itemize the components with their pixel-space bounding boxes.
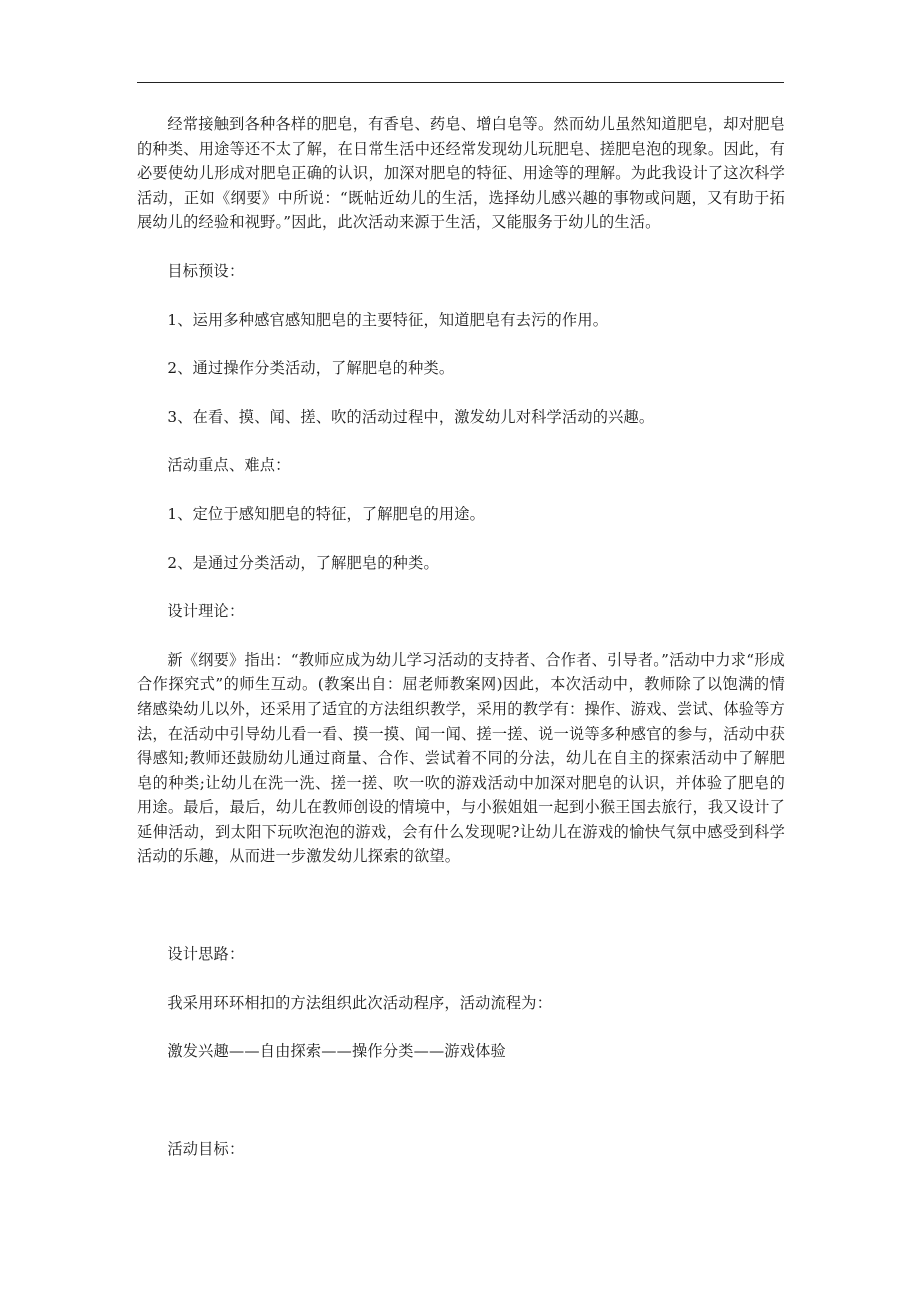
approach-heading: 设计思路： [167, 945, 245, 964]
document-body [137, 112, 785, 1161]
spacer [137, 527, 785, 551]
spacer [137, 332, 785, 356]
spacer [137, 624, 785, 648]
spacer [137, 235, 785, 259]
goal-item: 1、运用多种感官感知肥皂的主要特征，知道肥皂有去污的作用。 [167, 310, 609, 329]
key-points-heading: 活动重点、难点： [167, 456, 291, 475]
theory-heading: 设计理论： [167, 602, 245, 621]
spacer [137, 381, 785, 405]
spacer [137, 575, 785, 599]
spacer [137, 429, 785, 453]
spacer [137, 1064, 785, 1137]
approach-text: 我采用环环相扣的方法组织此次活动程序，活动流程为： [167, 993, 553, 1012]
spacer [137, 967, 785, 991]
header-rule [137, 82, 784, 83]
goals-heading: 目标预设： [167, 261, 245, 280]
spacer [137, 869, 785, 942]
goal-item: 2、通过操作分类活动，了解肥皂的种类。 [167, 359, 455, 378]
goal-item: 3、在看、摸、闻、搓、吹的活动过程中，激发幼儿对科学活动的兴趣。 [167, 407, 655, 426]
theory-paragraph: 新《纲要》指出：“教师应成为幼儿学习活动的支持者、合作者、引导者。”活动中力求“形成合作探究式”的师生互动。(教案出自：屈老师教案网)因此，本次活动中，教师除了以饱满的情绪感染幼儿以外，还采用了适宜的方法组织教学，采用的教学有：操作、游戏、尝试、体验等方法，在活动中引导幼儿看一看、摸一摸、闻一闻、搓一搓、说一说等多种感官的参与，活动中获得感知;教师还鼓励幼儿通过商量、合作、尝试着不同的分法，幼儿在自主的探索活动中了解肥皂的种类;让幼儿在洗一洗、搓一搓、吹一吹的游戏活动中加深对肥皂的认识，并体验了肥皂的用途。最后，最后，幼儿在教师创设的情境中，与小猴姐姐一起到小猴王国去旅行，我又设计了延伸活动，到太阳下玩吹泡泡的游戏，会有什么发现呢?让幼儿在游戏的愉快气氛中感受到科学活动的乐趣，从而进一步激发幼儿探索的欲望。 [137, 650, 785, 866]
spacer [137, 1015, 785, 1039]
objectives-heading: 活动目标： [167, 1139, 245, 1158]
activity-flow: 激发兴趣——自由探索——操作分类——游戏体验 [167, 1042, 506, 1061]
key-point-item: 1、定位于感知肥皂的特征，了解肥皂的用途。 [167, 504, 486, 523]
spacer [137, 284, 785, 308]
spacer [137, 478, 785, 502]
key-point-item: 2、是通过分类活动，了解肥皂的种类。 [167, 553, 439, 572]
intro-paragraph: 经常接触到各种各样的肥皂，有香皂、药皂、增白皂等。然而幼儿虽然知道肥皂，却对肥皂的种类、用途等还不太了解，在日常生活中还经常发现幼儿玩肥皂、搓肥皂泡的现象。因此，有必要使幼儿形成对肥皂正确的认识，加深对肥皂的特征、用途等的理解。为此我设计了这次科学活动，正如《纲要》中所说：“既帖近幼儿的生活，选择幼儿感兴趣的事物或问题，又有助于拓展幼儿的经验和视野。”因此，此次活动来源于生活，又能服务于幼儿的生活。 [137, 115, 785, 232]
